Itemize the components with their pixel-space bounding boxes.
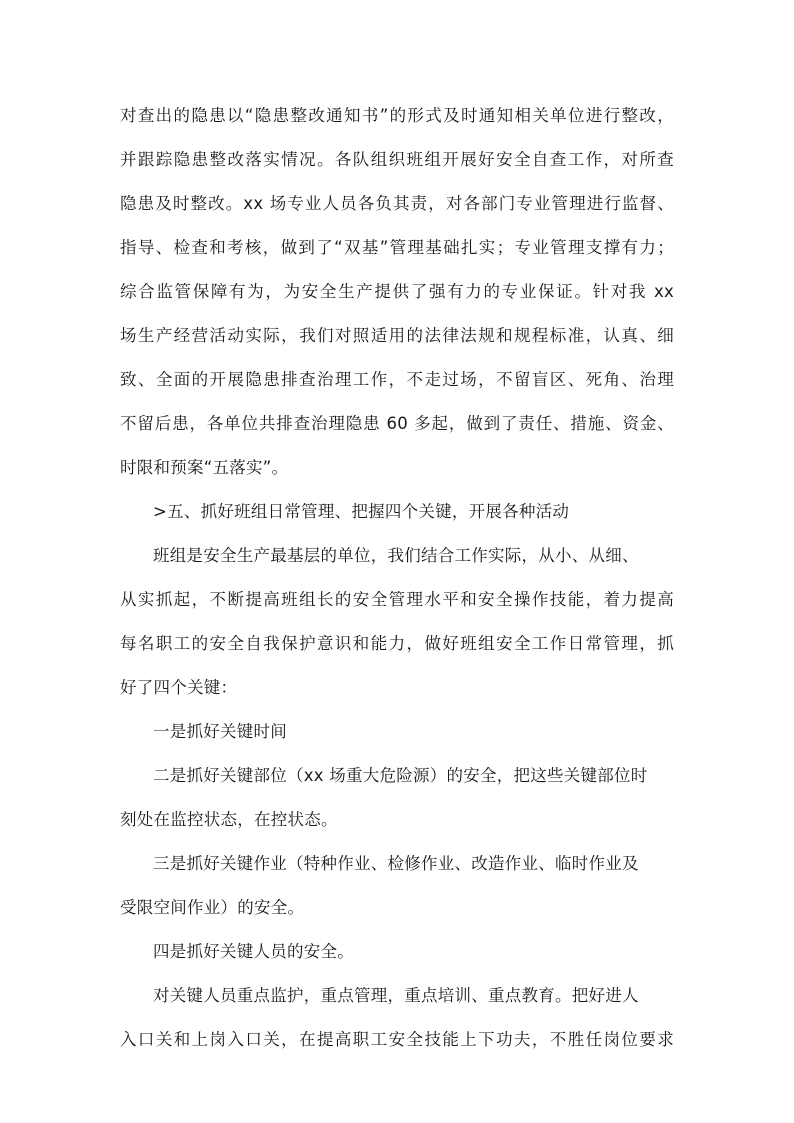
paragraph-line: 对查出的隐患以“隐患整改通知书”的形式及时通知相关单位进行整改， xyxy=(120,106,674,125)
paragraph-line: 对关键人员重点监护，重点管理，重点培训、重点教育。把好进人 xyxy=(153,986,639,1005)
list-item: 四是抓好关键人员的安全。 xyxy=(153,942,354,961)
paragraph-line: 受限空间作业）的安全。 xyxy=(120,898,305,917)
paragraph-line: 时限和预案“五落实”。 xyxy=(120,458,289,477)
paragraph-line: 不留后患，各单位共排查治理隐患 60 多起，做到了责任、措施、资金、 xyxy=(120,414,674,433)
section-heading: >五、抓好班组日常管理、把握四个关键，开展各种活动 xyxy=(153,502,570,521)
paragraph-line: 班组是安全生产最基层的单位，我们结合工作实际，从小、从细、 xyxy=(153,546,639,565)
paragraph-line: 综合监管保障有为，为安全生产提供了强有力的专业保证。针对我 xx xyxy=(120,282,674,301)
paragraph-line: 隐患及时整改。xx 场专业人员各负其责，对各部门专业管理进行监督、 xyxy=(120,194,674,213)
list-item: 三是抓好关键作业（特种作业、检修作业、改造作业、临时作业及 xyxy=(153,854,639,873)
list-item: 一是抓好关键时间 xyxy=(153,722,287,741)
paragraph-line: 入口关和上岗入口关，在提高职工安全技能上下功夫，不胜任岗位要求 xyxy=(120,1030,674,1049)
paragraph-line: 指导、检查和考核，做到了“双基”管理基础扎实；专业管理支撑有力； xyxy=(120,238,674,257)
paragraph-line: 刻处在监控状态，在控状态。 xyxy=(120,810,338,829)
paragraph-line: 场生产经营活动实际，我们对照适用的法律法规和规程标准，认真、细 xyxy=(120,326,674,345)
paragraph-line: 从实抓起，不断提高班组长的安全管理水平和安全操作技能，着力提高 xyxy=(120,590,674,609)
paragraph-line: 每名职工的安全自我保护意识和能力，做好班组安全工作日常管理，抓 xyxy=(120,634,674,653)
list-item: 二是抓好关键部位（xx 场重大危险源）的安全，把这些关键部位时 xyxy=(153,766,648,785)
paragraph-line: 好了四个关键： xyxy=(120,678,238,697)
paragraph-line: 致、全面的开展隐患排查治理工作，不走过场，不留盲区、死角、治理 xyxy=(120,370,674,389)
paragraph-line: 并跟踪隐患整改落实情况。各队组织班组开展好安全自查工作，对所查 xyxy=(120,150,674,169)
